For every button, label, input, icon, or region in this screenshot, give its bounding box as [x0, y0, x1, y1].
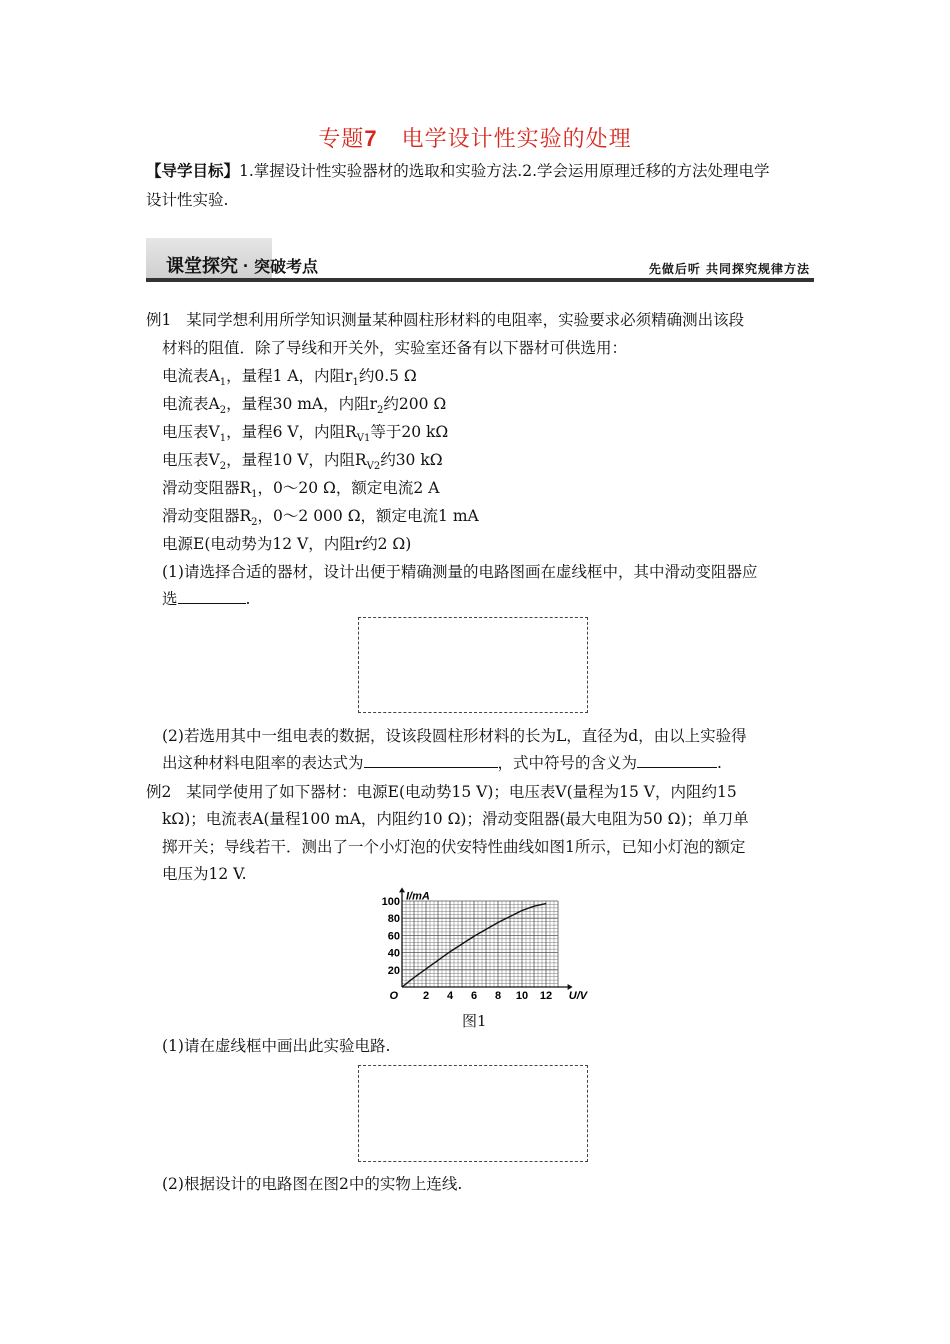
equipment-sub: 1: [251, 489, 258, 501]
example2-line1: [146, 782, 737, 802]
y-axis-arrow: [399, 887, 405, 892]
x-tick-label: 10: [515, 990, 529, 1002]
example2-line2: kΩ)；电流表A(量程100 mA，内阻约10 Ω)；滑动变阻器(最大电阻为50 Ω)；单刀单: [162, 810, 749, 828]
learning-objective: [146, 161, 770, 210]
example2-text-line1: 某同学使用了如下器材：电源E(电动势15 V)；电压表V(量程为15 V，内阻约15: [186, 783, 737, 801]
section-banner: [146, 238, 814, 284]
equipment-post: ，0～2 000 Ω，额定电流1 mA: [257, 507, 479, 525]
objective-label: 【导学目标】: [146, 161, 240, 180]
q2-end: .: [717, 754, 722, 772]
equipment-sub2: 2: [377, 405, 384, 417]
y-tick-label: 60: [387, 930, 400, 943]
y-tick-label: 100: [381, 896, 400, 908]
equipment-post2: 约200 Ω: [383, 395, 447, 413]
equipment-sub: 2: [219, 405, 227, 417]
equipment-item: [162, 366, 417, 393]
equipment-sub2: 1: [352, 377, 359, 389]
banner-dot: ·: [243, 256, 250, 276]
example1-label: 例1: [146, 311, 172, 329]
x-tick-label: 8: [494, 990, 502, 1002]
objective-line1: 1.掌握设计性实验器材的选取和实验方法.2.学会运用原理迁移的方法处理电学: [239, 162, 770, 180]
equipment-item: [162, 394, 446, 421]
q2-text-a: 出这种材料电阻率的表达式为: [162, 754, 364, 772]
equipment-post2: 约30 kΩ: [380, 451, 443, 469]
example2-q1: (1)请在虚线框中画出此实验电路.: [162, 1037, 391, 1055]
example2-line3: 掷开关；导线若干．测出了一个小灯泡的伏安特性曲线如图1所示，已知小灯泡的额定: [162, 838, 746, 856]
x-tick-label: 12: [539, 990, 553, 1002]
equipment-post: ，量程10 V，内阻R: [226, 451, 367, 469]
equipment-sub2: V1: [356, 433, 371, 445]
meaning-blank[interactable]: [637, 753, 717, 768]
example2-line4: 电压为12 V.: [162, 865, 247, 883]
figure-caption: 图1: [462, 1012, 487, 1030]
example1-q1-line2: [162, 589, 250, 609]
equipment-item: [162, 478, 439, 505]
banner-sub: 突破考点: [254, 259, 319, 276]
q2-text-b: ，式中符号的含义为: [497, 754, 638, 772]
x-tick-label: 4: [446, 990, 454, 1002]
example1-intro-line1: 某同学想利用所学知识测量某种圆柱形材料的电阻率，实验要求必须精确测出该段: [186, 311, 745, 329]
equipment-post: ，量程30 mA，内阻r: [226, 395, 378, 413]
example1-q2-line1: (2)若选用其中一组电表的数据，设该段圆柱形材料的长为L，直径为d，由以上实验得: [162, 727, 747, 745]
y-tick-label: 40: [387, 947, 400, 960]
y-tick-label: 80: [387, 913, 400, 926]
equipment-pre: 电流表A: [162, 367, 220, 385]
equipment-post2: 约0.5 Ω: [358, 367, 417, 385]
equipment-pre: 电流表A: [162, 395, 220, 413]
banner-main: 课堂探究: [166, 256, 238, 276]
answer-blank[interactable]: [178, 589, 246, 604]
equipment-sub: 2: [251, 517, 258, 529]
example1-intro-line2: 材料的阻值．除了导线和开关外，实验室还备有以下器材可供选用：: [162, 339, 628, 357]
circuit-drawing-box-2[interactable]: [358, 1065, 588, 1162]
origin-label: O: [389, 990, 398, 1002]
x-tick-label: 6: [470, 990, 478, 1002]
iv-characteristic-chart: [380, 890, 588, 1005]
equipment-pre: 滑动变阻器R: [162, 479, 252, 497]
equipment-sub: 1: [219, 377, 227, 389]
equipment-post2: 等于20 kΩ: [370, 423, 449, 441]
equipment-post: ，量程1 A，内阻r: [226, 367, 353, 385]
title-text: 电学设计性实验的处理: [401, 127, 632, 152]
equipment-post: ，量程6 V，内阻R: [226, 423, 357, 441]
equipment-item: [162, 506, 479, 533]
example1-intro: [146, 310, 744, 330]
equipment-item: [162, 450, 443, 477]
equipment-pre: 电压表V: [162, 451, 220, 469]
title-prefix: 专题: [318, 127, 365, 152]
equipment-pre: 电源E(电动势为12 V，内阻r约2 Ω): [162, 535, 412, 553]
equipment-post: ，0～20 Ω，额定电流2 A: [257, 479, 440, 497]
banner-right-text: 先做后听 共同探究规律方法: [648, 262, 810, 276]
x-tick-label: 2: [422, 990, 430, 1002]
circuit-drawing-box-1[interactable]: [358, 617, 588, 713]
equipment-item: [162, 422, 448, 449]
objective-line2: 设计性实验.: [146, 191, 229, 209]
example2-q2: (2)根据设计的电路图在图2中的实物上连线.: [162, 1175, 463, 1193]
example2-label: 例2: [146, 783, 172, 801]
equipment-pre: 滑动变阻器R: [162, 507, 252, 525]
q1-text: 选: [162, 590, 178, 608]
title-number: 7: [364, 126, 378, 151]
equipment-item: [162, 534, 411, 561]
page-title: [0, 122, 950, 153]
banner-rule: [146, 278, 814, 282]
equipment-sub: 2: [219, 461, 227, 473]
y-tick-label: 20: [387, 964, 400, 977]
x-axis-label: U/V: [568, 990, 588, 1002]
equipment-pre: 电压表V: [162, 423, 220, 441]
example1-q1-line1: (1)请选择合适的器材，设计出便于精确测量的电路图画在虚线框中，其中滑动变阻器应: [162, 563, 758, 581]
formula-blank[interactable]: [364, 753, 498, 768]
equipment-sub: 1: [219, 433, 227, 445]
equipment-sub2: V2: [366, 461, 381, 473]
example1-q2-line2: [162, 753, 722, 773]
banner-heading: [166, 252, 318, 278]
q1-end: .: [245, 590, 251, 608]
y-axis-label: I/mA: [406, 890, 430, 903]
